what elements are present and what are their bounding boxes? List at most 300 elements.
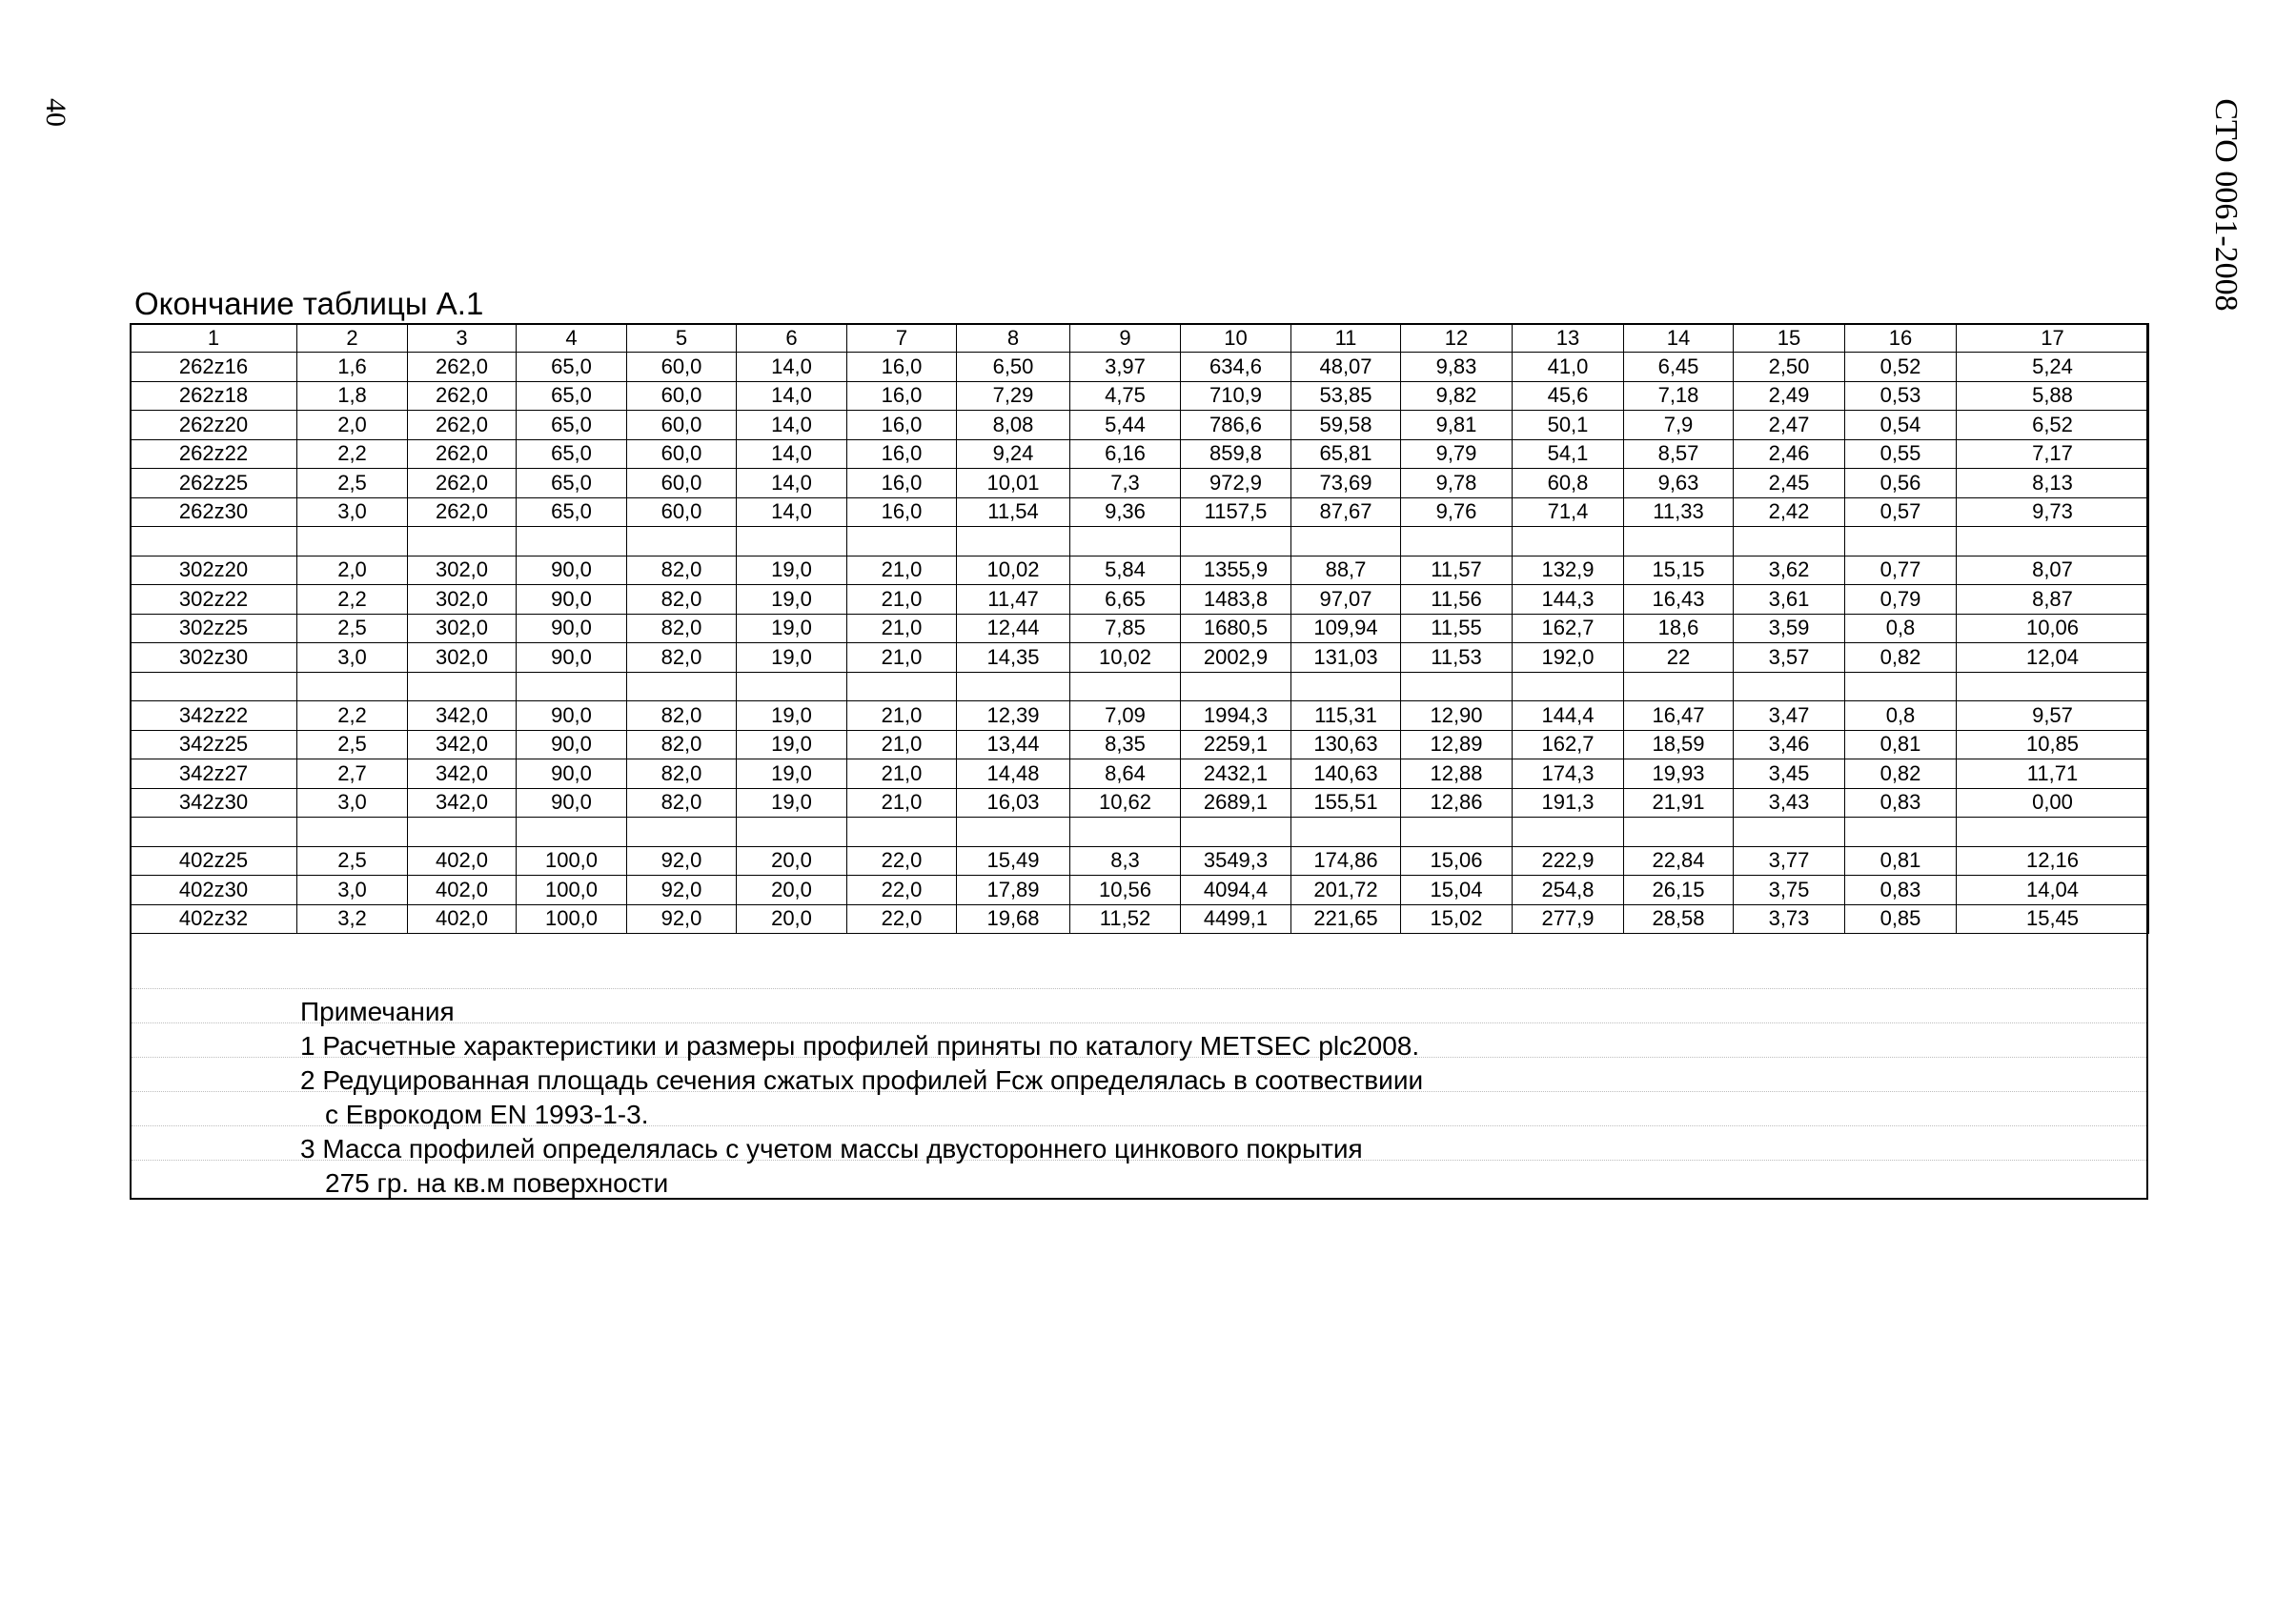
table-cell: 0,54 (1845, 411, 1957, 440)
table-cell (1624, 527, 1734, 557)
table-cell: 60,0 (627, 411, 737, 440)
note-1: 1 Расчетные характеристики и размеры профилей приняты по каталогу METSEC plc2008. (300, 1031, 1420, 1061)
table-cell: 222,9 (1513, 846, 1624, 876)
table-cell (1734, 672, 1845, 701)
table-cell: 1157,5 (1181, 497, 1291, 527)
table-cell: 22,0 (847, 846, 957, 876)
table-cell: 9,57 (1957, 701, 2149, 731)
table-cell: 9,24 (957, 439, 1070, 469)
table-cell: 3,43 (1734, 788, 1845, 818)
table-cell (737, 672, 847, 701)
table-row (131, 846, 2149, 876)
table-cell: 82,0 (627, 585, 737, 615)
table-cell: 155,51 (1291, 788, 1401, 818)
table-cell: 0,53 (1845, 381, 1957, 411)
table-cell: 60,0 (627, 381, 737, 411)
table-cell: 12,44 (957, 614, 1070, 643)
table-cell (1845, 527, 1957, 557)
table-cell: 65,0 (517, 439, 627, 469)
table-row (131, 353, 2149, 382)
table-cell: 6,50 (957, 353, 1070, 382)
table-cell: 0,81 (1845, 846, 1957, 876)
table-cell: 19,0 (737, 759, 847, 789)
table-cell (1734, 818, 1845, 847)
table-cell: 15,06 (1401, 846, 1513, 876)
column-number-header: 7 (847, 324, 957, 353)
table-cell: 19,0 (737, 585, 847, 615)
table-cell: 3,77 (1734, 846, 1845, 876)
profile-table-container (130, 323, 2149, 934)
column-number-header: 8 (957, 324, 1070, 353)
table-cell: 8,64 (1070, 759, 1181, 789)
table-cell: 19,0 (737, 556, 847, 585)
table-cell: 0,00 (1957, 788, 2149, 818)
table-cell: 0,8 (1845, 614, 1957, 643)
table-cell: 1994,3 (1181, 701, 1291, 731)
table-cell: 162,7 (1513, 614, 1624, 643)
table-cell: 19,0 (737, 614, 847, 643)
table-cell: 3,61 (1734, 585, 1845, 615)
table-cell: 262,0 (408, 497, 517, 527)
table-cell: 21,0 (847, 643, 957, 673)
table-cell: 13,44 (957, 730, 1070, 759)
table-cell: 2259,1 (1181, 730, 1291, 759)
table-cell: 15,15 (1624, 556, 1734, 585)
table-cell: 90,0 (517, 701, 627, 731)
profile-code-cell: 262z18 (131, 381, 297, 411)
table-cell (1513, 818, 1624, 847)
column-number-header: 16 (1845, 324, 1957, 353)
note-2-continued: с Еврокодом EN 1993-1-3. (325, 1100, 649, 1129)
table-cell: 60,0 (627, 353, 737, 382)
table-cell: 3,0 (297, 643, 408, 673)
table-cell: 302,0 (408, 556, 517, 585)
table-cell: 26,15 (1624, 876, 1734, 905)
table-cell: 21,0 (847, 788, 957, 818)
table-cell: 20,0 (737, 904, 847, 934)
table-cell: 41,0 (1513, 353, 1624, 382)
table-cell: 109,94 (1291, 614, 1401, 643)
table-cell: 402,0 (408, 846, 517, 876)
table-cell: 2,0 (297, 411, 408, 440)
table-cell: 18,59 (1624, 730, 1734, 759)
table-cell: 7,29 (957, 381, 1070, 411)
profile-table (130, 323, 2149, 934)
table-cell (1401, 672, 1513, 701)
table-cell: 21,0 (847, 730, 957, 759)
table-cell: 9,83 (1401, 353, 1513, 382)
table-cell: 82,0 (627, 614, 737, 643)
table-cell: 2,5 (297, 614, 408, 643)
table-cell (1070, 527, 1181, 557)
table-cell: 342,0 (408, 788, 517, 818)
table-cell: 16,43 (1624, 585, 1734, 615)
table-cell: 0,82 (1845, 759, 1957, 789)
table-cell (847, 672, 957, 701)
table-cell (1957, 818, 2149, 847)
table-cell: 20,0 (737, 876, 847, 905)
table-cell: 10,62 (1070, 788, 1181, 818)
column-number-header: 14 (1624, 324, 1734, 353)
column-number-header: 3 (408, 324, 517, 353)
table-cell: 262,0 (408, 411, 517, 440)
table-cell: 18,6 (1624, 614, 1734, 643)
table-cell (1401, 527, 1513, 557)
table-cell (957, 672, 1070, 701)
table-cell: 3,73 (1734, 904, 1845, 934)
table-cell: 19,0 (737, 643, 847, 673)
table-cell: 10,02 (1070, 643, 1181, 673)
table-cell: 8,57 (1624, 439, 1734, 469)
table-cell: 254,8 (1513, 876, 1624, 905)
table-cell: 14,0 (737, 411, 847, 440)
table-cell: 7,09 (1070, 701, 1181, 731)
column-number-header: 6 (737, 324, 847, 353)
table-cell: 2,5 (297, 846, 408, 876)
table-cell: 60,0 (627, 439, 737, 469)
table-cell: 82,0 (627, 556, 737, 585)
table-cell: 2002,9 (1181, 643, 1291, 673)
table-cell: 6,45 (1624, 353, 1734, 382)
table-cell: 1680,5 (1181, 614, 1291, 643)
table-cell: 8,3 (1070, 846, 1181, 876)
column-number-header: 17 (1957, 324, 2149, 353)
table-cell: 0,55 (1845, 439, 1957, 469)
table-cell: 82,0 (627, 759, 737, 789)
table-cell: 54,1 (1513, 439, 1624, 469)
table-cell: 2,5 (297, 469, 408, 498)
table-cell: 174,86 (1291, 846, 1401, 876)
table-cell: 8,13 (1957, 469, 2149, 498)
table-cell: 0,81 (1845, 730, 1957, 759)
table-cell: 0,83 (1845, 788, 1957, 818)
table-cell: 90,0 (517, 759, 627, 789)
table-cell: 14,48 (957, 759, 1070, 789)
table-cell: 2,5 (297, 730, 408, 759)
table-cell: 12,89 (1401, 730, 1513, 759)
table-cell: 14,0 (737, 469, 847, 498)
table-row (131, 701, 2149, 731)
table-cell: 90,0 (517, 614, 627, 643)
table-cell: 0,85 (1845, 904, 1957, 934)
table-cell (1181, 527, 1291, 557)
table-cell: 21,0 (847, 585, 957, 615)
table-cell: 82,0 (627, 788, 737, 818)
spacer-row (131, 527, 2149, 557)
table-cell: 7,3 (1070, 469, 1181, 498)
table-cell: 3,0 (297, 876, 408, 905)
table-cell: 15,02 (1401, 904, 1513, 934)
table-row (131, 585, 2149, 615)
profile-code-cell: 302z20 (131, 556, 297, 585)
table-cell: 5,88 (1957, 381, 2149, 411)
table-cell: 9,81 (1401, 411, 1513, 440)
table-cell: 786,6 (1181, 411, 1291, 440)
table-cell: 7,9 (1624, 411, 1734, 440)
profile-code-cell: 302z22 (131, 585, 297, 615)
profile-code-cell: 262z20 (131, 411, 297, 440)
table-cell: 15,04 (1401, 876, 1513, 905)
table-cell: 115,31 (1291, 701, 1401, 731)
table-cell: 9,63 (1624, 469, 1734, 498)
table-cell (627, 818, 737, 847)
table-cell (408, 818, 517, 847)
table-cell: 144,4 (1513, 701, 1624, 731)
table-cell (1181, 818, 1291, 847)
notes (300, 995, 1423, 1201)
profile-code-cell: 402z30 (131, 876, 297, 905)
table-cell (1624, 672, 1734, 701)
table-cell: 10,02 (957, 556, 1070, 585)
table-cell: 92,0 (627, 846, 737, 876)
table-cell: 162,7 (1513, 730, 1624, 759)
table-cell: 3,47 (1734, 701, 1845, 731)
table-cell: 1355,9 (1181, 556, 1291, 585)
table-cell (1291, 672, 1401, 701)
column-number-header: 2 (297, 324, 408, 353)
table-cell: 11,56 (1401, 585, 1513, 615)
profile-code-cell: 262z25 (131, 469, 297, 498)
table-cell: 14,0 (737, 439, 847, 469)
table-cell: 3,45 (1734, 759, 1845, 789)
table-cell: 5,84 (1070, 556, 1181, 585)
table-cell: 7,18 (1624, 381, 1734, 411)
table-cell: 3,75 (1734, 876, 1845, 905)
table-cell: 21,0 (847, 759, 957, 789)
table-cell: 21,0 (847, 556, 957, 585)
table-cell (517, 818, 627, 847)
table-cell: 6,52 (1957, 411, 2149, 440)
table-cell: 262,0 (408, 381, 517, 411)
profile-code-cell: 262z30 (131, 497, 297, 527)
table-cell: 16,0 (847, 439, 957, 469)
table-cell: 21,91 (1624, 788, 1734, 818)
page-number: 40 (40, 98, 71, 127)
table-row (131, 381, 2149, 411)
table-cell: 50,1 (1513, 411, 1624, 440)
table-cell: 65,81 (1291, 439, 1401, 469)
table-cell: 2,2 (297, 701, 408, 731)
table-cell: 2,49 (1734, 381, 1845, 411)
table-cell: 65,0 (517, 469, 627, 498)
profile-code-cell: 342z25 (131, 730, 297, 759)
table-cell: 3,0 (297, 497, 408, 527)
table-cell: 22,0 (847, 876, 957, 905)
table-cell: 22,0 (847, 904, 957, 934)
table-cell: 2,50 (1734, 353, 1845, 382)
table-cell (1957, 527, 2149, 557)
table-cell: 9,76 (1401, 497, 1513, 527)
table-cell: 1,6 (297, 353, 408, 382)
table-cell: 10,06 (1957, 614, 2149, 643)
table-cell: 100,0 (517, 904, 627, 934)
table-cell: 16,0 (847, 411, 957, 440)
table-cell: 10,01 (957, 469, 1070, 498)
table-cell: 2689,1 (1181, 788, 1291, 818)
table-cell (1513, 527, 1624, 557)
table-row (131, 614, 2149, 643)
table-cell: 130,63 (1291, 730, 1401, 759)
table-cell: 0,57 (1845, 497, 1957, 527)
table-cell: 4094,4 (1181, 876, 1291, 905)
table-cell: 3,97 (1070, 353, 1181, 382)
table-cell: 19,0 (737, 701, 847, 731)
table-cell: 19,93 (1624, 759, 1734, 789)
profile-code-cell: 262z22 (131, 439, 297, 469)
table-cell: 15,49 (957, 846, 1070, 876)
table-cell: 10,56 (1070, 876, 1181, 905)
table-cell: 7,17 (1957, 439, 2149, 469)
table-cell (297, 672, 408, 701)
table-row (131, 643, 2149, 673)
table-cell: 16,0 (847, 497, 957, 527)
table-cell: 12,04 (1957, 643, 2149, 673)
table-cell: 634,6 (1181, 353, 1291, 382)
table-cell: 2,46 (1734, 439, 1845, 469)
table-row (131, 469, 2149, 498)
table-cell: 3,57 (1734, 643, 1845, 673)
table-cell: 144,3 (1513, 585, 1624, 615)
table-cell: 402,0 (408, 904, 517, 934)
table-cell: 73,69 (1291, 469, 1401, 498)
profile-code-cell: 302z25 (131, 614, 297, 643)
table-cell: 0,79 (1845, 585, 1957, 615)
faint-rule (132, 988, 2146, 989)
table-cell: 342,0 (408, 759, 517, 789)
table-cell: 87,67 (1291, 497, 1401, 527)
table-cell: 19,68 (957, 904, 1070, 934)
table-row (131, 439, 2149, 469)
table-cell: 60,0 (627, 497, 737, 527)
table-cell: 2,0 (297, 556, 408, 585)
column-number-header: 5 (627, 324, 737, 353)
table-cell: 14,0 (737, 497, 847, 527)
table-row (131, 904, 2149, 934)
table-cell: 45,6 (1513, 381, 1624, 411)
column-number-header: 4 (517, 324, 627, 353)
table-cell: 82,0 (627, 730, 737, 759)
column-number-header: 1 (131, 324, 297, 353)
table-cell (627, 527, 737, 557)
table-cell (517, 672, 627, 701)
table-cell (847, 527, 957, 557)
table-cell: 402,0 (408, 876, 517, 905)
table-cell (408, 527, 517, 557)
table-cell: 10,85 (1957, 730, 2149, 759)
table-cell: 8,87 (1957, 585, 2149, 615)
table-cell (1513, 672, 1624, 701)
table-cell: 12,39 (957, 701, 1070, 731)
table-cell: 65,0 (517, 353, 627, 382)
table-cell: 14,0 (737, 381, 847, 411)
table-cell: 82,0 (627, 701, 737, 731)
table-cell: 65,0 (517, 411, 627, 440)
table-cell: 12,90 (1401, 701, 1513, 731)
column-number-header: 11 (1291, 324, 1401, 353)
table-cell: 90,0 (517, 585, 627, 615)
table-cell: 22 (1624, 643, 1734, 673)
table-cell: 2,47 (1734, 411, 1845, 440)
table-cell: 8,35 (1070, 730, 1181, 759)
table-cell: 82,0 (627, 643, 737, 673)
table-cell (1957, 672, 2149, 701)
table-cell: 201,72 (1291, 876, 1401, 905)
table-row (131, 730, 2149, 759)
table-cell (408, 672, 517, 701)
table-cell: 71,4 (1513, 497, 1624, 527)
profile-code-cell: 262z16 (131, 353, 297, 382)
table-cell: 0,56 (1845, 469, 1957, 498)
table-cell: 88,7 (1291, 556, 1401, 585)
table-cell: 3,0 (297, 788, 408, 818)
table-cell: 65,0 (517, 497, 627, 527)
spacer-row (131, 818, 2149, 847)
table-cell: 11,54 (957, 497, 1070, 527)
table-cell: 20,0 (737, 846, 847, 876)
table-cell (737, 527, 847, 557)
table-cell (957, 527, 1070, 557)
table-row (131, 497, 2149, 527)
table-body (131, 324, 2149, 934)
table-cell: 131,03 (1291, 643, 1401, 673)
table-cell: 8,08 (957, 411, 1070, 440)
table-cell: 2432,1 (1181, 759, 1291, 789)
table-cell: 92,0 (627, 904, 737, 934)
table-cell: 11,57 (1401, 556, 1513, 585)
table-cell: 90,0 (517, 788, 627, 818)
table-cell: 342,0 (408, 730, 517, 759)
table-cell: 2,45 (1734, 469, 1845, 498)
profile-code-cell: 342z22 (131, 701, 297, 731)
table-cell: 16,03 (957, 788, 1070, 818)
table-cell: 21,0 (847, 614, 957, 643)
table-row (131, 759, 2149, 789)
notes-title: Примечания (300, 997, 455, 1026)
table-cell: 60,0 (627, 469, 737, 498)
table-row (131, 411, 2149, 440)
column-number-header: 10 (1181, 324, 1291, 353)
profile-code-cell: 342z27 (131, 759, 297, 789)
table-cell: 90,0 (517, 643, 627, 673)
table-cell: 972,9 (1181, 469, 1291, 498)
spacer-row (131, 672, 2149, 701)
table-cell: 11,33 (1624, 497, 1734, 527)
table-cell (1845, 672, 1957, 701)
table-cell: 191,3 (1513, 788, 1624, 818)
column-number-header: 9 (1070, 324, 1181, 353)
table-cell: 12,16 (1957, 846, 2149, 876)
table-cell (1291, 527, 1401, 557)
table-cell: 16,47 (1624, 701, 1734, 731)
table-cell (517, 527, 627, 557)
table-cell: 3549,3 (1181, 846, 1291, 876)
table-cell: 21,0 (847, 701, 957, 731)
profile-code-cell: 402z25 (131, 846, 297, 876)
table-cell: 2,2 (297, 439, 408, 469)
table-cell: 11,55 (1401, 614, 1513, 643)
table-row (131, 556, 2149, 585)
table-cell: 0,52 (1845, 353, 1957, 382)
table-cell: 302,0 (408, 585, 517, 615)
table-row (131, 788, 2149, 818)
profile-code-cell: 302z30 (131, 643, 297, 673)
table-cell: 6,65 (1070, 585, 1181, 615)
table-cell: 14,04 (1957, 876, 2149, 905)
table-header-row (131, 324, 2149, 353)
table-cell (1070, 818, 1181, 847)
table-cell: 11,53 (1401, 643, 1513, 673)
table-cell: 100,0 (517, 846, 627, 876)
